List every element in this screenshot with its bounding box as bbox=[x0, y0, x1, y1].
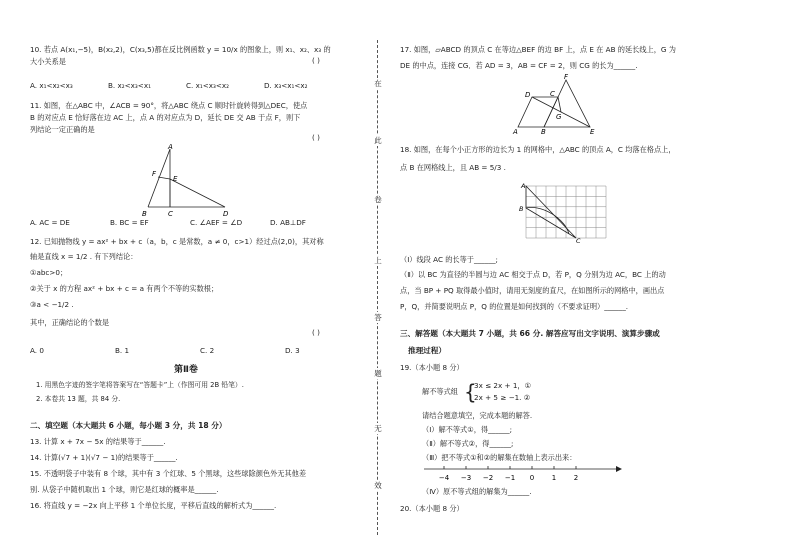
q11-triangle-figure bbox=[130, 143, 270, 221]
q10-line1: 10. 若点 A(x₁,−5)，B(x₂,2)，C(x₃,5)都在反比例函数 y = 10/x 的图象上，则 x₁、x₂、x₃ 的 bbox=[30, 45, 331, 54]
q17-line2: DE 的中点，连接 CG．若 AD = 3，AB = CF = 2，则 CG 的长为______. bbox=[400, 61, 638, 70]
question-18 bbox=[400, 144, 676, 174]
q10-option-b: B. x₂<x₃<x₁ bbox=[108, 81, 151, 90]
q12-answer-paren: ( ) bbox=[312, 328, 320, 337]
q18-label-a: A bbox=[521, 182, 526, 190]
q17-parallelogram-figure bbox=[510, 72, 605, 134]
q18-part-1 bbox=[400, 254, 498, 266]
binding-line bbox=[377, 40, 379, 535]
q17-label-e: E bbox=[590, 128, 595, 134]
q10-option-c: C. x₁<x₃<x₂ bbox=[186, 81, 230, 90]
q19-title bbox=[400, 362, 464, 374]
binding-char-5: 答 bbox=[372, 312, 384, 323]
q12-statement-1: ①abc>0； bbox=[30, 268, 68, 277]
q17-label-g: G bbox=[556, 113, 562, 121]
binding-char-8: 效 bbox=[372, 480, 384, 491]
q15-line2: 别. 从袋子中随机取出 1 个球，则它是红球的概率是______. bbox=[30, 485, 219, 494]
q19-part-1 bbox=[422, 424, 512, 436]
q12-line2: 轴是直线 x = 1/2 . 有下列结论： bbox=[30, 252, 138, 261]
q19-part-2-text: （Ⅱ）解不等式②，得______; bbox=[422, 439, 514, 448]
q18-line2: 点 B 在网格线上，且 AB = 5/3 . bbox=[400, 163, 506, 172]
q18-part-2-line2: 点，当 BP + PQ 取得最小值时，请用无刻度的直尺，在如图所示的网格中，画出点 bbox=[400, 286, 665, 295]
q15-line1: 15. 不透明袋子中装有 8 个球，其中有 3 个红球、5 个黑球，这些球除颜色外无其他差 bbox=[30, 469, 307, 478]
q18-part-1-text: （Ⅰ）线段 AC 的长等于______; bbox=[400, 255, 498, 264]
q10-options bbox=[30, 81, 342, 90]
question-16 bbox=[30, 500, 276, 512]
q12-option-b: B. 1 bbox=[115, 346, 130, 355]
q11-line3: 列结论一定正确的是 bbox=[30, 125, 95, 134]
q19-number-line bbox=[422, 462, 622, 484]
binding-char-4: 上 bbox=[372, 255, 384, 266]
question-11 bbox=[30, 100, 307, 136]
q11-options bbox=[30, 218, 350, 227]
q11-line2: B 的对应点 E 恰好落在边 AC 上，点 A 的对应点为 D，延长 DE 交 AB 于点 F，则下 bbox=[30, 113, 301, 122]
number-line-tick-label: 0 bbox=[529, 474, 535, 482]
q17-label-b: B bbox=[541, 128, 546, 134]
q12-line1: 12. 已知抛物线 y = ax² + bx + c（a，b，c 是常数，a ≠ 0，c>1）经过点(2,0)，其对称 bbox=[30, 237, 324, 246]
q10-line2: 大小关系是 bbox=[30, 57, 66, 66]
q10-answer-paren: ( ) bbox=[312, 56, 320, 65]
q11-label-e: E bbox=[173, 175, 178, 183]
q12-line3: 其中，正确结论的个数是 bbox=[30, 318, 110, 327]
q19-inequality-1: 3x ≤ 2x + 1，① bbox=[474, 381, 532, 390]
section-3-heading-line1: 三、解答题（本大题共 7 小题，共 66 分. 解答应写出文字说明、演算步骤或 bbox=[400, 329, 660, 338]
question-14 bbox=[30, 452, 178, 464]
q18-label-c: C bbox=[576, 237, 581, 244]
number-line-tick-label: −3 bbox=[460, 474, 472, 482]
q10-option-d: D. x₃<x₁<x₂ bbox=[264, 81, 308, 90]
q18-grid-figure bbox=[518, 182, 610, 244]
question-10 bbox=[30, 44, 331, 68]
binding-char-6: 题 bbox=[372, 368, 384, 379]
q11-option-d: D. AB⊥DF bbox=[270, 218, 306, 227]
q11-label-f: F bbox=[152, 170, 157, 178]
number-line-tick-label: 1 bbox=[551, 474, 557, 482]
question-12 bbox=[30, 236, 324, 329]
q11-label-b: B bbox=[142, 210, 147, 218]
q11-option-c: C. ∠AEF = ∠D bbox=[190, 218, 243, 227]
q14-text: 14. 计算(√7 + 1)(√7 − 1)的结果等于______. bbox=[30, 453, 178, 462]
q17-label-d: D bbox=[525, 91, 531, 99]
binding-char-1: 在 bbox=[372, 78, 384, 89]
q11-option-a: A. AC = DE bbox=[30, 218, 70, 227]
q11-option-b: B. BC = EF bbox=[110, 218, 149, 227]
q19-part-2 bbox=[422, 438, 513, 450]
right-column bbox=[400, 0, 770, 560]
q11-label-d: D bbox=[223, 210, 229, 218]
section-3-heading bbox=[400, 328, 660, 356]
q11-label-c: C bbox=[168, 210, 173, 218]
binding-char-2: 此 bbox=[372, 135, 384, 146]
q17-label-c: C bbox=[550, 90, 555, 98]
q17-label-f: F bbox=[564, 73, 569, 81]
q16-text: 16. 将直线 y = −2x 向上平移 1 个单位长度，平移后直线的解析式为______. bbox=[30, 501, 277, 510]
q19-title-text: 19.（本小题 8 分） bbox=[400, 363, 464, 372]
binding-char-7: 无 bbox=[372, 423, 384, 434]
q18-part-2 bbox=[400, 269, 666, 313]
question-17 bbox=[400, 44, 676, 72]
q19-brace: { bbox=[464, 380, 477, 404]
q19-inequality-2: 2x + 5 ≥ −1. ② bbox=[474, 393, 531, 402]
q17-line1: 17. 如图，▱ABCD 的顶点 C 在等边△BEF 的边 BF 上，点 E 在 AB 的延长线上，G 为 bbox=[400, 45, 676, 54]
q18-part-2-line3: P，Q，并简要说明点 P，Q 的位置是如何找到的（不要求证明）______. bbox=[400, 302, 629, 311]
number-line-tick-label: −4 bbox=[438, 474, 450, 482]
part-2-heading: 第Ⅱ卷 bbox=[174, 365, 198, 375]
q11-label-a: A bbox=[168, 143, 173, 151]
q18-part-2-line1: （Ⅱ）以 BC 为直径的半圆与边 AC 相交于点 D，若 P，Q 分别为边 AC，BC 上的动 bbox=[400, 270, 666, 279]
question-20 bbox=[400, 503, 464, 515]
section-2-heading: 二、填空题（本大题共 6 小题，每小题 3 分，共 18 分） bbox=[30, 421, 227, 430]
q12-option-d: D. 3 bbox=[285, 346, 300, 355]
q12-statement-2: ②关于 x 的方程 ax² + bx + c = a 有两个不等的实数根； bbox=[30, 284, 219, 293]
q12-statement-3: ③a < −1/2 . bbox=[30, 300, 74, 309]
q13-text: 13. 计算 x + 7x − 5x 的结果等于______. bbox=[30, 437, 166, 446]
q18-label-b: B bbox=[519, 205, 524, 213]
number-line-tick-label: −2 bbox=[482, 474, 494, 482]
binding-char-3: 卷 bbox=[372, 194, 384, 205]
q17-label-a: A bbox=[513, 128, 518, 134]
instruction-note-2: 2. 本卷共 13 题，共 84 分. bbox=[36, 395, 121, 403]
instruction-note-1: 1. 用黑色字迹的签字笔将答案写在“答题卡”上（作图可用 2B 铅笔）. bbox=[36, 381, 244, 389]
q19-part-4-text: （Ⅳ）原不等式组的解集为______. bbox=[422, 487, 532, 496]
question-15 bbox=[30, 468, 306, 496]
q12-option-c: C. 2 bbox=[200, 346, 215, 355]
q19-part-1-text: （Ⅰ）解不等式①，得______; bbox=[422, 425, 513, 434]
question-13 bbox=[30, 436, 166, 448]
q12-options bbox=[30, 346, 345, 355]
q19-part-3-text: （Ⅲ）把不等式①和②的解集在数轴上表示出来： bbox=[422, 453, 577, 462]
q11-answer-paren: ( ) bbox=[312, 133, 320, 142]
number-line-tick-label: 2 bbox=[573, 474, 579, 482]
left-column bbox=[30, 0, 352, 560]
section-3-heading-line2: 推理过程） bbox=[408, 346, 446, 355]
q19-system-label: 解不等式组 bbox=[422, 387, 458, 396]
q11-line1: 11. 如图，在△ABC 中，∠ACB = 90°，将△ABC 绕点 C 顺时针旋转得到△DEC，使点 bbox=[30, 101, 308, 110]
q18-line1: 18. 如图，在每个小正方形的边长为 1 的网格中，△ABC 的顶点 A，C 均落在格点上， bbox=[400, 145, 676, 154]
q12-option-a: A. 0 bbox=[30, 346, 44, 355]
number-line-tick-label: −1 bbox=[504, 474, 516, 482]
q19-instruction-text: 请结合题意填空，完成本题的解答. bbox=[422, 411, 533, 420]
q10-option-a: A. x₁<x₂<x₃ bbox=[30, 81, 73, 90]
q19-instruction bbox=[422, 410, 532, 422]
q20-title-text: 20.（本小题 8 分） bbox=[400, 504, 464, 513]
q19-part-4 bbox=[422, 486, 532, 498]
